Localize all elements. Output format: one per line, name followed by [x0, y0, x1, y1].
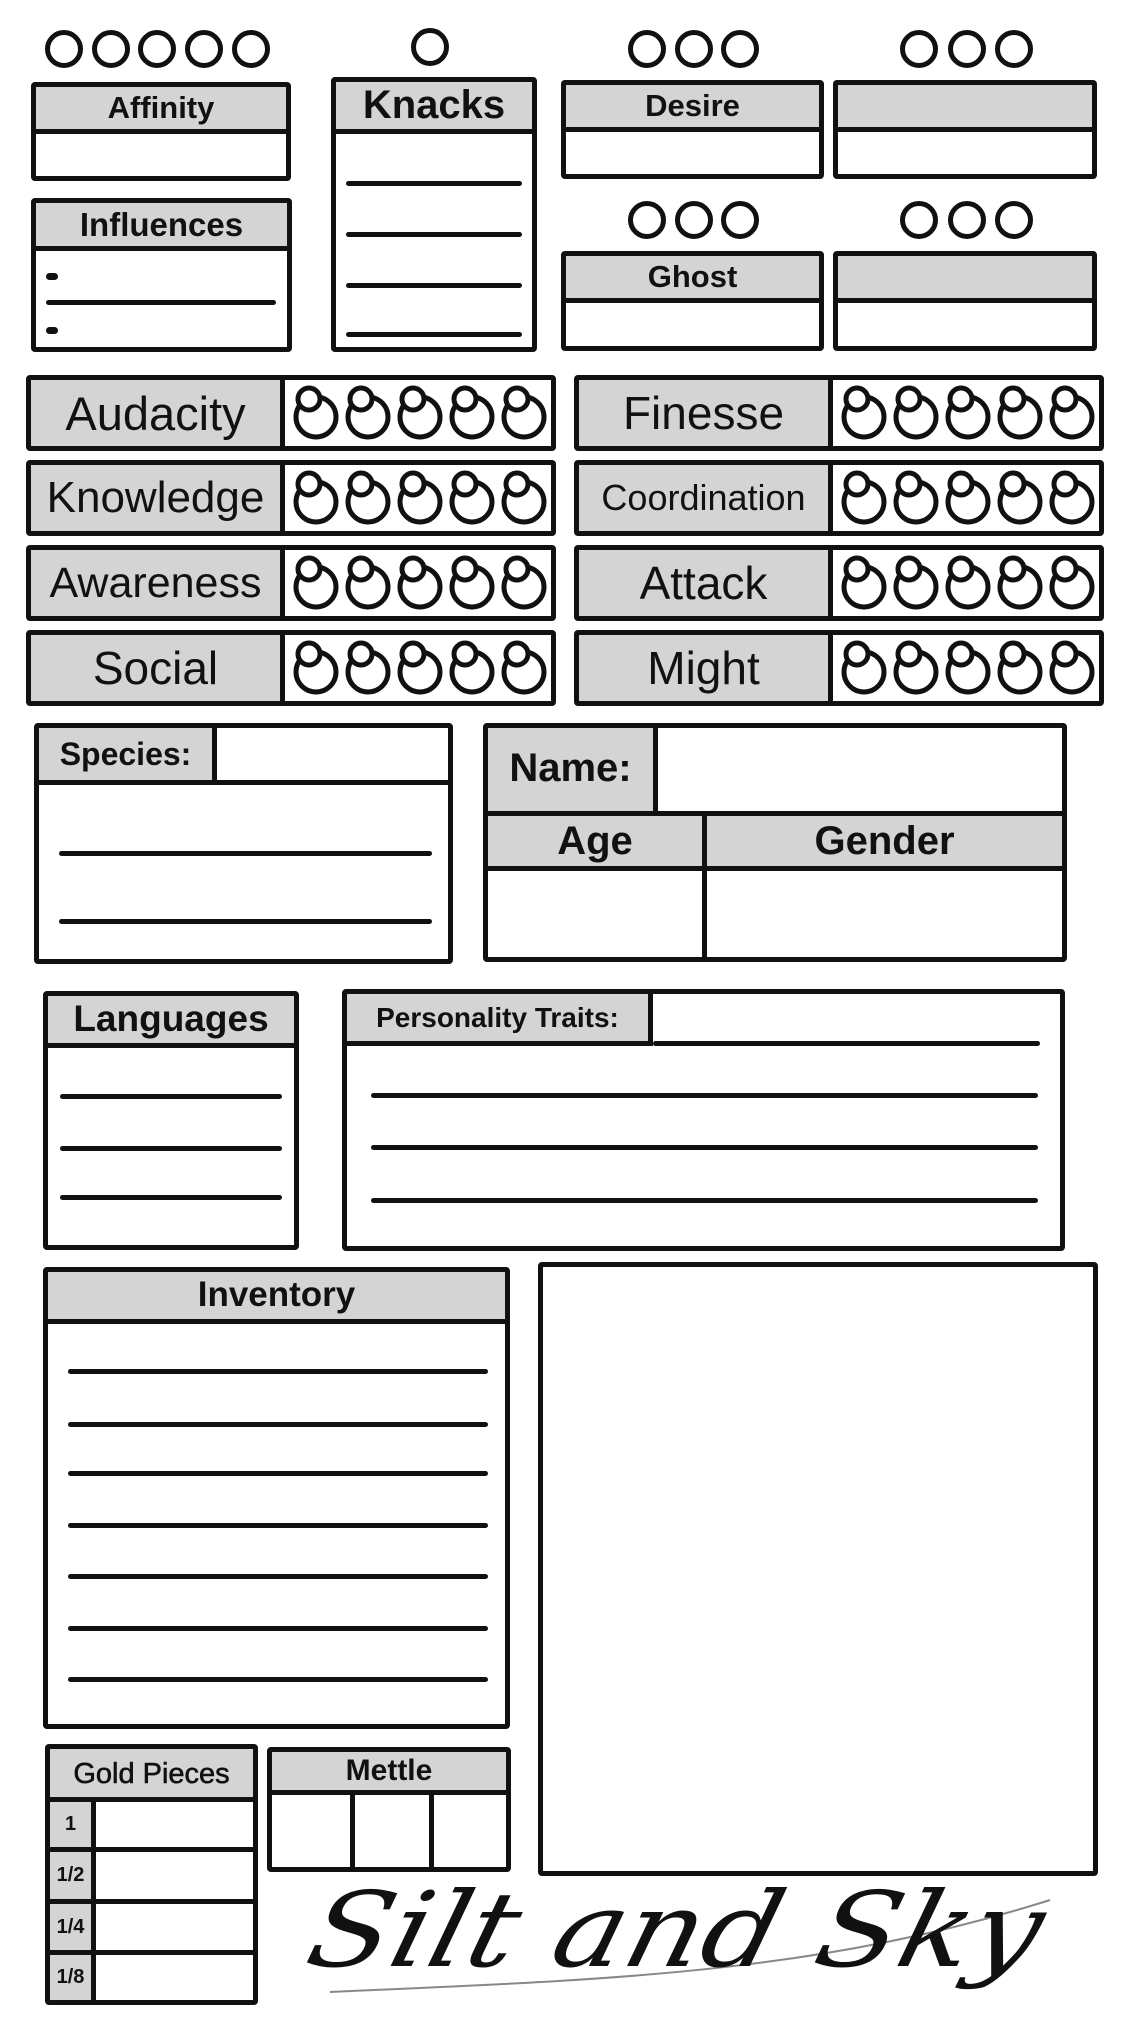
ghost-header: Ghost — [566, 256, 819, 303]
ghost-tracker-circle[interactable] — [628, 201, 666, 239]
inventory-line[interactable] — [68, 1574, 488, 1579]
age-field[interactable] — [488, 871, 702, 957]
mettle-cell[interactable] — [272, 1795, 350, 1867]
stat-pips — [838, 380, 1098, 446]
stat-pip-icon[interactable] — [290, 384, 342, 442]
stat-pip-icon[interactable] — [838, 469, 890, 527]
age-header: Age — [488, 816, 702, 871]
stat-pip-icon[interactable] — [1046, 384, 1098, 442]
stat-pip-icon[interactable] — [290, 639, 342, 697]
personality-box — [342, 989, 1065, 1251]
blank-top-tracker-circle[interactable] — [900, 30, 938, 68]
personality-label: Personality Traits: — [347, 994, 653, 1046]
affinity-field[interactable] — [36, 134, 286, 176]
stat-pip-icon[interactable] — [342, 639, 394, 697]
blank-mid-tracker-circle[interactable] — [900, 201, 938, 239]
gold-row-label: 1 — [50, 1802, 96, 1847]
ghost-tracker-circle[interactable] — [721, 201, 759, 239]
stat-label: Knowledge — [31, 465, 285, 531]
languages-header: Languages — [48, 996, 294, 1048]
blank-mid-box — [833, 251, 1097, 351]
knacks-tracker-circle[interactable] — [411, 28, 449, 66]
inventory-line[interactable] — [68, 1369, 488, 1374]
inventory-line[interactable] — [68, 1677, 488, 1682]
mettle-header: Mettle — [272, 1752, 506, 1795]
stat-row-knowledge — [26, 460, 556, 536]
desire-field[interactable] — [566, 132, 819, 174]
stat-pip-icon[interactable] — [994, 639, 1046, 697]
name-field[interactable] — [658, 728, 1062, 813]
affinity-tracker-circle[interactable] — [232, 30, 270, 68]
stat-pips — [290, 465, 550, 531]
affinity-tracker-circle[interactable] — [92, 30, 130, 68]
stat-pip-icon[interactable] — [342, 384, 394, 442]
stat-pips — [838, 550, 1098, 616]
game-title-art — [290, 1880, 1060, 2010]
personality-line[interactable] — [371, 1198, 1038, 1203]
stat-label: Social — [31, 635, 285, 701]
stat-label: Awareness — [31, 550, 285, 616]
gender-field[interactable] — [707, 871, 1062, 957]
gold-row — [50, 1904, 253, 1955]
stat-pips — [290, 380, 550, 446]
mettle-cell[interactable] — [434, 1795, 506, 1867]
gold-row-field[interactable] — [96, 1955, 253, 2000]
inventory-line[interactable] — [68, 1422, 488, 1427]
gold-row-label: 1/8 — [50, 1955, 96, 2000]
influences-bullet — [46, 273, 58, 280]
influences-bullet — [46, 327, 58, 334]
stat-row-finesse — [574, 375, 1104, 451]
stat-pip-icon[interactable] — [498, 384, 550, 442]
gold-row-field[interactable] — [96, 1802, 253, 1847]
affinity-tracker-circle[interactable] — [185, 30, 223, 68]
personality-line[interactable] — [371, 1145, 1038, 1150]
stat-pip-icon[interactable] — [1046, 554, 1098, 612]
blank-mid-field[interactable] — [838, 303, 1092, 346]
blank-mid-tracker-circle[interactable] — [948, 201, 986, 239]
stat-label: Attack — [579, 550, 833, 616]
stat-label: Audacity — [31, 380, 285, 446]
desire-tracker-circle[interactable] — [628, 30, 666, 68]
portrait-box[interactable] — [538, 1262, 1098, 1876]
desire-header: Desire — [566, 85, 819, 132]
affinity-tracker-circle[interactable] — [138, 30, 176, 68]
knacks-header: Knacks — [336, 82, 532, 134]
stat-pip-icon[interactable] — [942, 554, 994, 612]
stat-label: Finesse — [579, 380, 833, 446]
identity-box — [483, 723, 1067, 962]
stat-pip-icon[interactable] — [394, 384, 446, 442]
inventory-header: Inventory — [48, 1272, 505, 1324]
blank-top-tracker-circle[interactable] — [948, 30, 986, 68]
gold-row-field[interactable] — [96, 1904, 253, 1950]
stat-row-coordination — [574, 460, 1104, 536]
stat-pip-icon[interactable] — [838, 554, 890, 612]
stat-pip-icon[interactable] — [890, 554, 942, 612]
affinity-header: Affinity — [36, 87, 286, 134]
blank-top-box — [833, 80, 1097, 179]
species-line[interactable] — [59, 851, 432, 856]
species-label: Species: — [39, 728, 217, 785]
inventory-line[interactable] — [68, 1471, 488, 1476]
personality-line[interactable] — [371, 1093, 1038, 1098]
species-line[interactable] — [59, 919, 432, 924]
blank-mid-tracker-circle[interactable] — [995, 201, 1033, 239]
blank-mid-header — [838, 256, 1092, 303]
knacks-box — [331, 77, 537, 352]
mettle-cell[interactable] — [355, 1795, 429, 1867]
stat-pip-icon[interactable] — [942, 639, 994, 697]
blank-top-header — [838, 85, 1092, 132]
stat-pips — [838, 635, 1098, 701]
inventory-line[interactable] — [68, 1523, 488, 1528]
stat-pip-icon[interactable] — [394, 639, 446, 697]
stat-row-audacity — [26, 375, 556, 451]
gender-header: Gender — [707, 816, 1062, 871]
stat-pip-icon[interactable] — [1046, 639, 1098, 697]
desire-tracker-circle[interactable] — [721, 30, 759, 68]
influences-header: Influences — [36, 203, 287, 251]
stat-pip-icon[interactable] — [446, 469, 498, 527]
ghost-field[interactable] — [566, 303, 819, 346]
stat-row-attack — [574, 545, 1104, 621]
game-title-text: Silt and Sky — [296, 1880, 961, 1991]
affinity-tracker-circle[interactable] — [45, 30, 83, 68]
blank-top-field[interactable] — [838, 132, 1092, 174]
stat-pip-icon[interactable] — [994, 469, 1046, 527]
stat-pips — [838, 465, 1098, 531]
languages-line[interactable] — [60, 1146, 282, 1151]
desire-box — [561, 80, 824, 179]
personality-header-rule — [653, 1041, 1040, 1046]
influences-box — [31, 198, 292, 352]
stat-label: Coordination — [579, 465, 833, 531]
stat-row-social — [26, 630, 556, 706]
desire-tracker-circle[interactable] — [675, 30, 713, 68]
stat-pip-icon[interactable] — [394, 469, 446, 527]
stat-pip-icon[interactable] — [342, 469, 394, 527]
stat-pip-icon[interactable] — [890, 639, 942, 697]
knacks-line[interactable] — [346, 181, 522, 186]
stat-row-might — [574, 630, 1104, 706]
stat-row-awareness — [26, 545, 556, 621]
stat-pip-icon[interactable] — [838, 639, 890, 697]
stat-pips — [290, 550, 550, 616]
species-box — [34, 723, 453, 964]
knacks-line[interactable] — [346, 232, 522, 237]
affinity-box — [31, 82, 291, 181]
species-value-field[interactable] — [222, 728, 448, 780]
stat-pip-icon[interactable] — [498, 469, 550, 527]
name-label: Name: — [488, 728, 658, 813]
stat-pip-icon[interactable] — [290, 554, 342, 612]
influences-line[interactable] — [46, 300, 276, 305]
stat-pip-icon[interactable] — [942, 469, 994, 527]
mettle-box — [267, 1747, 511, 1872]
game-title — [290, 1880, 1060, 2010]
stat-pip-icon[interactable] — [394, 554, 446, 612]
gold-row — [50, 1955, 253, 2000]
stat-pip-icon[interactable] — [446, 639, 498, 697]
languages-line[interactable] — [60, 1195, 282, 1200]
stat-pip-icon[interactable] — [342, 554, 394, 612]
gold-pieces-header: Gold Pieces — [50, 1749, 253, 1802]
gold-row-field[interactable] — [96, 1852, 253, 1899]
gold-row — [50, 1802, 253, 1852]
stat-pip-icon[interactable] — [994, 554, 1046, 612]
stat-pip-icon[interactable] — [498, 554, 550, 612]
gold-pieces-box — [45, 1744, 258, 2005]
species-header-rule — [217, 780, 448, 785]
gold-row-label: 1/4 — [50, 1904, 96, 1950]
blank-top-tracker-circle[interactable] — [995, 30, 1033, 68]
stat-pip-icon[interactable] — [942, 384, 994, 442]
gold-row-label: 1/2 — [50, 1852, 96, 1899]
stat-pip-icon[interactable] — [1046, 469, 1098, 527]
knacks-line[interactable] — [346, 283, 522, 288]
stat-label: Might — [579, 635, 833, 701]
stat-pip-icon[interactable] — [498, 639, 550, 697]
stat-pip-icon[interactable] — [890, 469, 942, 527]
stat-pips — [290, 635, 550, 701]
ghost-box — [561, 251, 824, 351]
stat-pip-icon[interactable] — [838, 384, 890, 442]
languages-box — [43, 991, 299, 1250]
inventory-box — [43, 1267, 510, 1729]
gold-row — [50, 1852, 253, 1904]
languages-line[interactable] — [60, 1094, 282, 1099]
stat-pip-icon[interactable] — [446, 554, 498, 612]
ghost-tracker-circle[interactable] — [675, 201, 713, 239]
knacks-line[interactable] — [346, 332, 522, 337]
stat-pip-icon[interactable] — [446, 384, 498, 442]
stat-pip-icon[interactable] — [994, 384, 1046, 442]
inventory-line[interactable] — [68, 1626, 488, 1631]
stat-pip-icon[interactable] — [890, 384, 942, 442]
stat-pip-icon[interactable] — [290, 469, 342, 527]
